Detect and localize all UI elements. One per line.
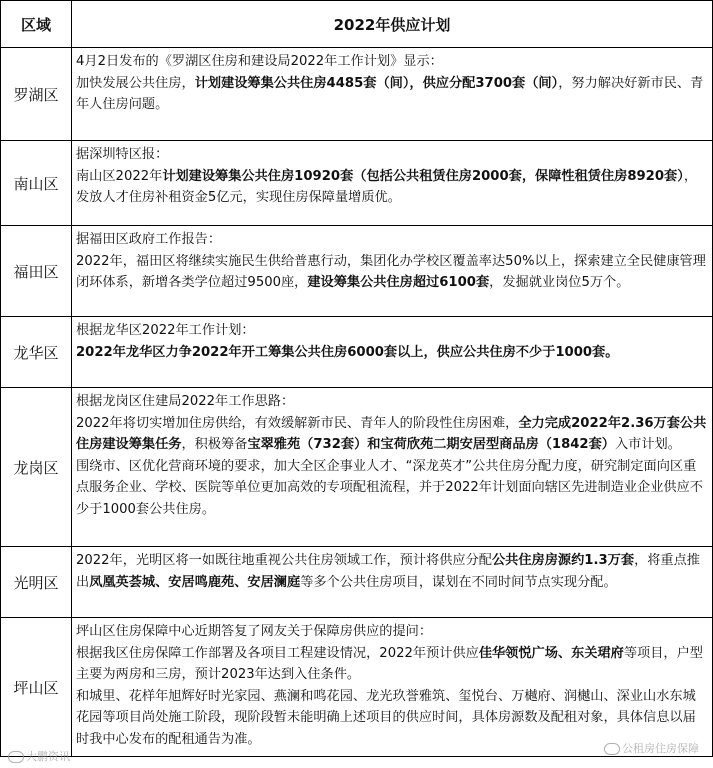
table-row-pingshan [1, 618, 713, 757]
plan-highlight: 凤凰英荟城、安居鸣鹿苑、安居澜庭 [89, 574, 301, 590]
plan-text: ，发掘就业岗位5万个。 [489, 275, 630, 291]
plan-highlight: 全力完成2022年2.36万套公共住房建设筹集任务 [76, 415, 707, 453]
plan-text: 2022年，福田区将继续实施民生供给普惠行动，集团化办学校区覆盖率达50%以上，探索建立全民健康管理闭环体系，新增各类学位超过9500座， [76, 253, 706, 291]
plan-line: 据福田区政府工作报告： [76, 232, 222, 247]
plan-line: 根据龙华区2022年工作计划： [76, 323, 255, 338]
table-row-futian [1, 226, 713, 317]
plan-highlight: 计划建设筹集公共住房4485套（间），供应分配3700套（间） [194, 75, 559, 91]
plan-line [76, 342, 708, 364]
plan-line [76, 550, 708, 593]
table-row-longhua [1, 317, 713, 388]
district-cell: 光明区 [1, 547, 72, 618]
plan-cell [72, 618, 713, 757]
plan-line [76, 643, 708, 686]
watermark-left [8, 748, 70, 764]
plan-text: ，发放人才住房补租资金5亿元，实现住房保障量增质优。 [76, 168, 697, 206]
table-row-luohu [1, 48, 713, 141]
district-cell: 福田区 [1, 226, 72, 317]
plan-text: 2022年将切实增加住房供给，有效缓解新市民、青年人的阶段性住房困难， [76, 415, 519, 431]
plan-cell [72, 226, 713, 317]
district-cell: 南山区 [1, 141, 72, 226]
plan-highlight: 计划建设筹集公共住房10920套（包括公共租赁住房2000套，保障性租赁住房8920套） [162, 168, 684, 184]
plan-highlight: 建设筹集公共住房超过6100套 [307, 275, 490, 291]
wechat-icon [604, 743, 620, 755]
plan-highlight: 宝翠雅苑（732套）和宝荷欣苑二期安居型商品房（1842套） [247, 437, 615, 453]
header-plan: 2022年供应计划 [72, 1, 713, 48]
weibo-icon [8, 751, 24, 763]
watermark-right [604, 740, 699, 756]
plan-highlight: 佳华领悦广场、东关珺府 [478, 645, 624, 661]
plan-highlight: 公共住房房源约1.3万套 [492, 553, 635, 568]
plan-cell [72, 547, 713, 618]
plan-line [76, 166, 708, 209]
plan-line: 根据龙岗区住建局2022年工作思路： [76, 394, 295, 409]
plan-line: 4月2日发布的《罗湖区住房和建设局2022年工作计划》显示： [76, 54, 443, 69]
plan-text: 等项目，户型主要为两房和三房，预计2023年达到入住条件。 [76, 645, 703, 683]
plan-text: 加快发展公共住房， [76, 75, 195, 91]
watermark-left-text: 大鹏资讯 [26, 750, 70, 763]
plan-text: ，积极筹备 [181, 437, 248, 453]
district-cell: 龙华区 [1, 317, 72, 388]
plan-text: 入市计划。 [614, 437, 681, 453]
plan-line: 据深圳特区报： [76, 147, 169, 162]
header-district: 区域 [1, 1, 72, 48]
plan-text: 根据我区住房保障工作部署及各项目工程建设情况，2022年预计供应 [76, 645, 479, 661]
plan-line: 和城里、花样年旭辉好时光家园、燕澜和鸣花园、龙光玖誉雅筑、玺悦台、万樾府、润樾山、深业山水东城花园等项目尚处施工阶段，现阶段暂未能明确上述项目的供应时间，具体房源数及配租对象，具体信息以届时我中心发布的配租通告为准。 [76, 688, 696, 747]
district-cell: 罗湖区 [1, 48, 72, 141]
watermark-right-text: 公租房住房保障 [622, 742, 699, 755]
plan-text: 等多个公共住房项目，谋划在不同时间节点实现分配。 [300, 574, 617, 590]
table-row-longgang [1, 388, 713, 547]
plan-line [76, 251, 708, 294]
plan-highlight: 2022年龙华区力争2022年开工筹集公共住房6000套以上，供应公共住房不少于1000套。 [76, 344, 619, 360]
plan-cell [72, 317, 713, 388]
plan-line: 围绕市、区优化营商环境的要求，加大全区企事业人才、“深龙英才”公共住房分配力度，研究制定面向区重点服务企业、学校、医院等单位更加高效的专项配租流程，并于2022年计划面向辖区先进制造业企业供应不少于1000套公共住房。 [76, 458, 703, 517]
plan-text: 南山区2022年 [76, 168, 163, 184]
plan-line [76, 73, 708, 116]
table-row-nanshan [1, 141, 713, 226]
table-header-row [1, 1, 713, 48]
plan-cell [72, 388, 713, 547]
plan-line [76, 413, 708, 456]
plan-text: 2022年，光明区将一如既往地重视公共住房领域工作，预计将供应分配 [76, 553, 492, 568]
plan-cell [72, 141, 713, 226]
plan-line: 坪山区住房保障中心近期答复了网友关于保障房供应的提问： [76, 624, 433, 639]
plan-text: ，将重点推出 [76, 553, 700, 590]
district-cell: 龙岗区 [1, 388, 72, 547]
plan-cell [72, 48, 713, 141]
plan-text: ，努力解决好新市民、青年人住房问题。 [76, 75, 704, 113]
district-cell: 坪山区 [1, 618, 72, 757]
table-row-guangming [1, 547, 713, 618]
